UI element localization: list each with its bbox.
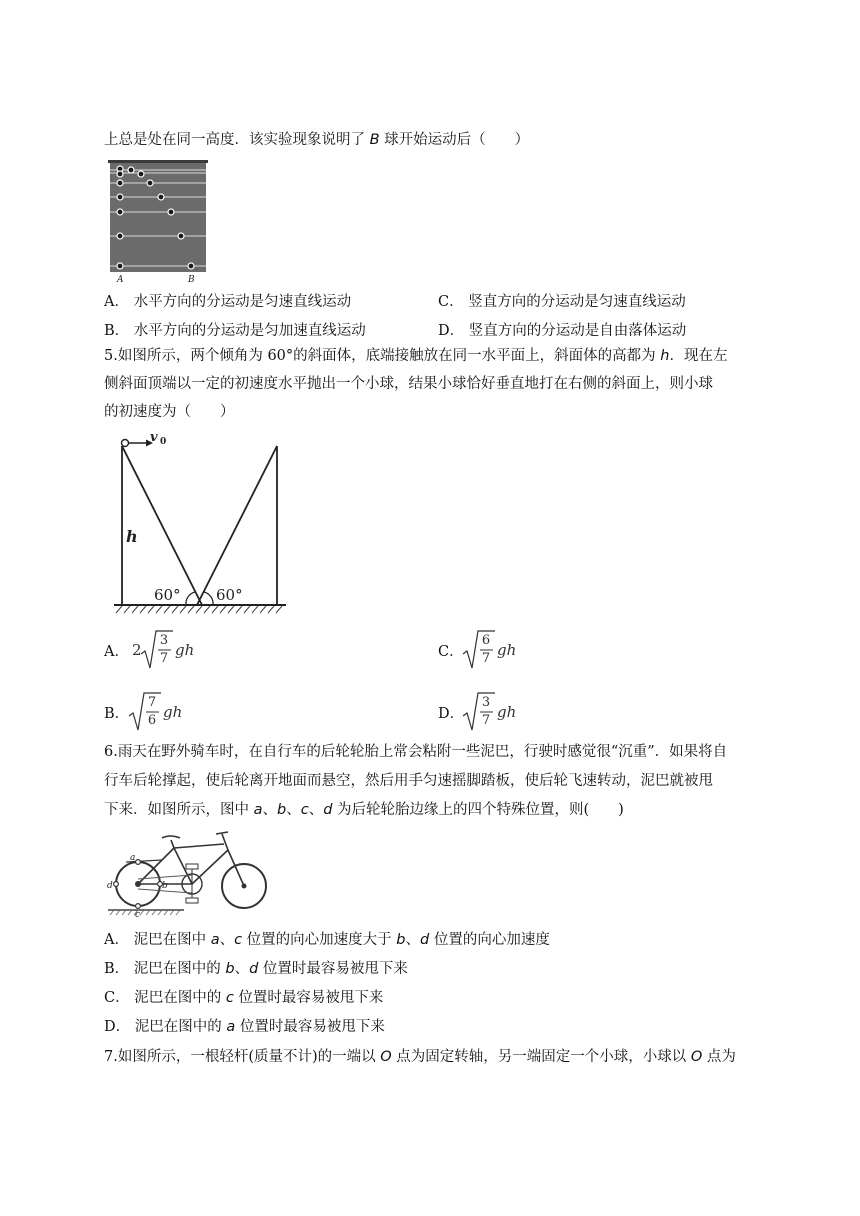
- q5-label-angle-right: 60°: [216, 586, 243, 604]
- q5-option-c-formula[interactable]: 6 7 gh: [458, 628, 528, 672]
- q5-label-v0: v: [150, 430, 158, 445]
- q6-option-a[interactable]: A． 泥巴在图中 a、c 位置的向心加速度大于 b、d 位置的向心加速度: [104, 932, 550, 948]
- q4-strobe-photo: [108, 160, 208, 284]
- q4-label-b: B: [188, 275, 195, 284]
- q6-stem-line2: 行车后轮撑起，使后轮离开地面而悬空，然后用手匀速摇脚踏板，使后轮飞速转动，泥巴就被甩: [104, 773, 713, 789]
- q6-stem-line1: 6.雨天在野外骑车时，在自行车的后轮轮胎上常会粘附一些泥巴，行驶时感觉很“沉重”．如果将自: [104, 744, 728, 760]
- q6-bicycle-diagram: [104, 826, 274, 918]
- q6-option-c[interactable]: C． 泥巴在图中的 c 位置时最容易被甩下来: [104, 990, 384, 1006]
- q5-option-b-formula[interactable]: 7 6 gh: [124, 690, 194, 734]
- q5-stem-line3: 的初速度为（ ）: [104, 404, 235, 420]
- q6-option-b[interactable]: B． 泥巴在图中的 b、d 位置时最容易被甩下来: [104, 961, 408, 977]
- q4-option-a[interactable]: A． 水平方向的分运动是匀速直线运动: [104, 294, 352, 310]
- q5-label-angle-left: 60°: [154, 586, 181, 604]
- q5-option-d-formula[interactable]: 3 7 gh: [458, 690, 528, 734]
- q5-option-c-key[interactable]: C．: [438, 644, 464, 660]
- q4-stem-tail: 上总是处在同一高度．该实验现象说明了 B 球开始运动后（ ）: [104, 132, 530, 148]
- q5-incline-diagram: [110, 426, 290, 618]
- q4-option-b[interactable]: B． 水平方向的分运动是匀加速直线运动: [104, 323, 366, 339]
- q6-label-c: c: [135, 910, 141, 918]
- q5-label-v0-sub: 0: [160, 437, 167, 447]
- q4-option-c[interactable]: C． 竖直方向的分运动是匀速直线运动: [438, 294, 686, 310]
- q5-option-a-formula[interactable]: 2 3 7 gh: [132, 633, 195, 666]
- q6-stem-line3: 下来．如图所示，图中 a、b、c、d 为后轮轮胎边缘上的四个特殊位置，则( ): [104, 802, 624, 818]
- q5-option-b-key[interactable]: B．: [104, 706, 130, 722]
- q6-label-b: b: [162, 881, 168, 891]
- q4-label-a: A: [117, 275, 124, 284]
- q5-option-d-key[interactable]: D．: [438, 706, 465, 722]
- q5-stem-line2: 侧斜面顶端以一定的初速度水平抛出一个小球，结果小球恰好垂直地打在右侧的斜面上，则小球: [104, 376, 713, 392]
- q5-label-h: h: [126, 527, 138, 546]
- q7-stem-line1: 7.如图所示，一根轻杆(质量不计)的一端以 O 点为固定转轴，另一端固定一个小球，小球以 O 点为: [104, 1049, 736, 1065]
- q5-option-a-key[interactable]: A．: [104, 644, 129, 660]
- q5-stem-line1: 5.如图所示，两个倾角为 60°的斜面体，底端接触放在同一水平面上，斜面体的高都为 h．现在左: [104, 348, 728, 364]
- q6-label-d: d: [107, 881, 113, 891]
- q4-option-d[interactable]: D． 竖直方向的分运动是自由落体运动: [438, 323, 687, 339]
- q6-label-a: a: [130, 853, 136, 863]
- q6-option-d[interactable]: D． 泥巴在图中的 a 位置时最容易被甩下来: [104, 1019, 385, 1035]
